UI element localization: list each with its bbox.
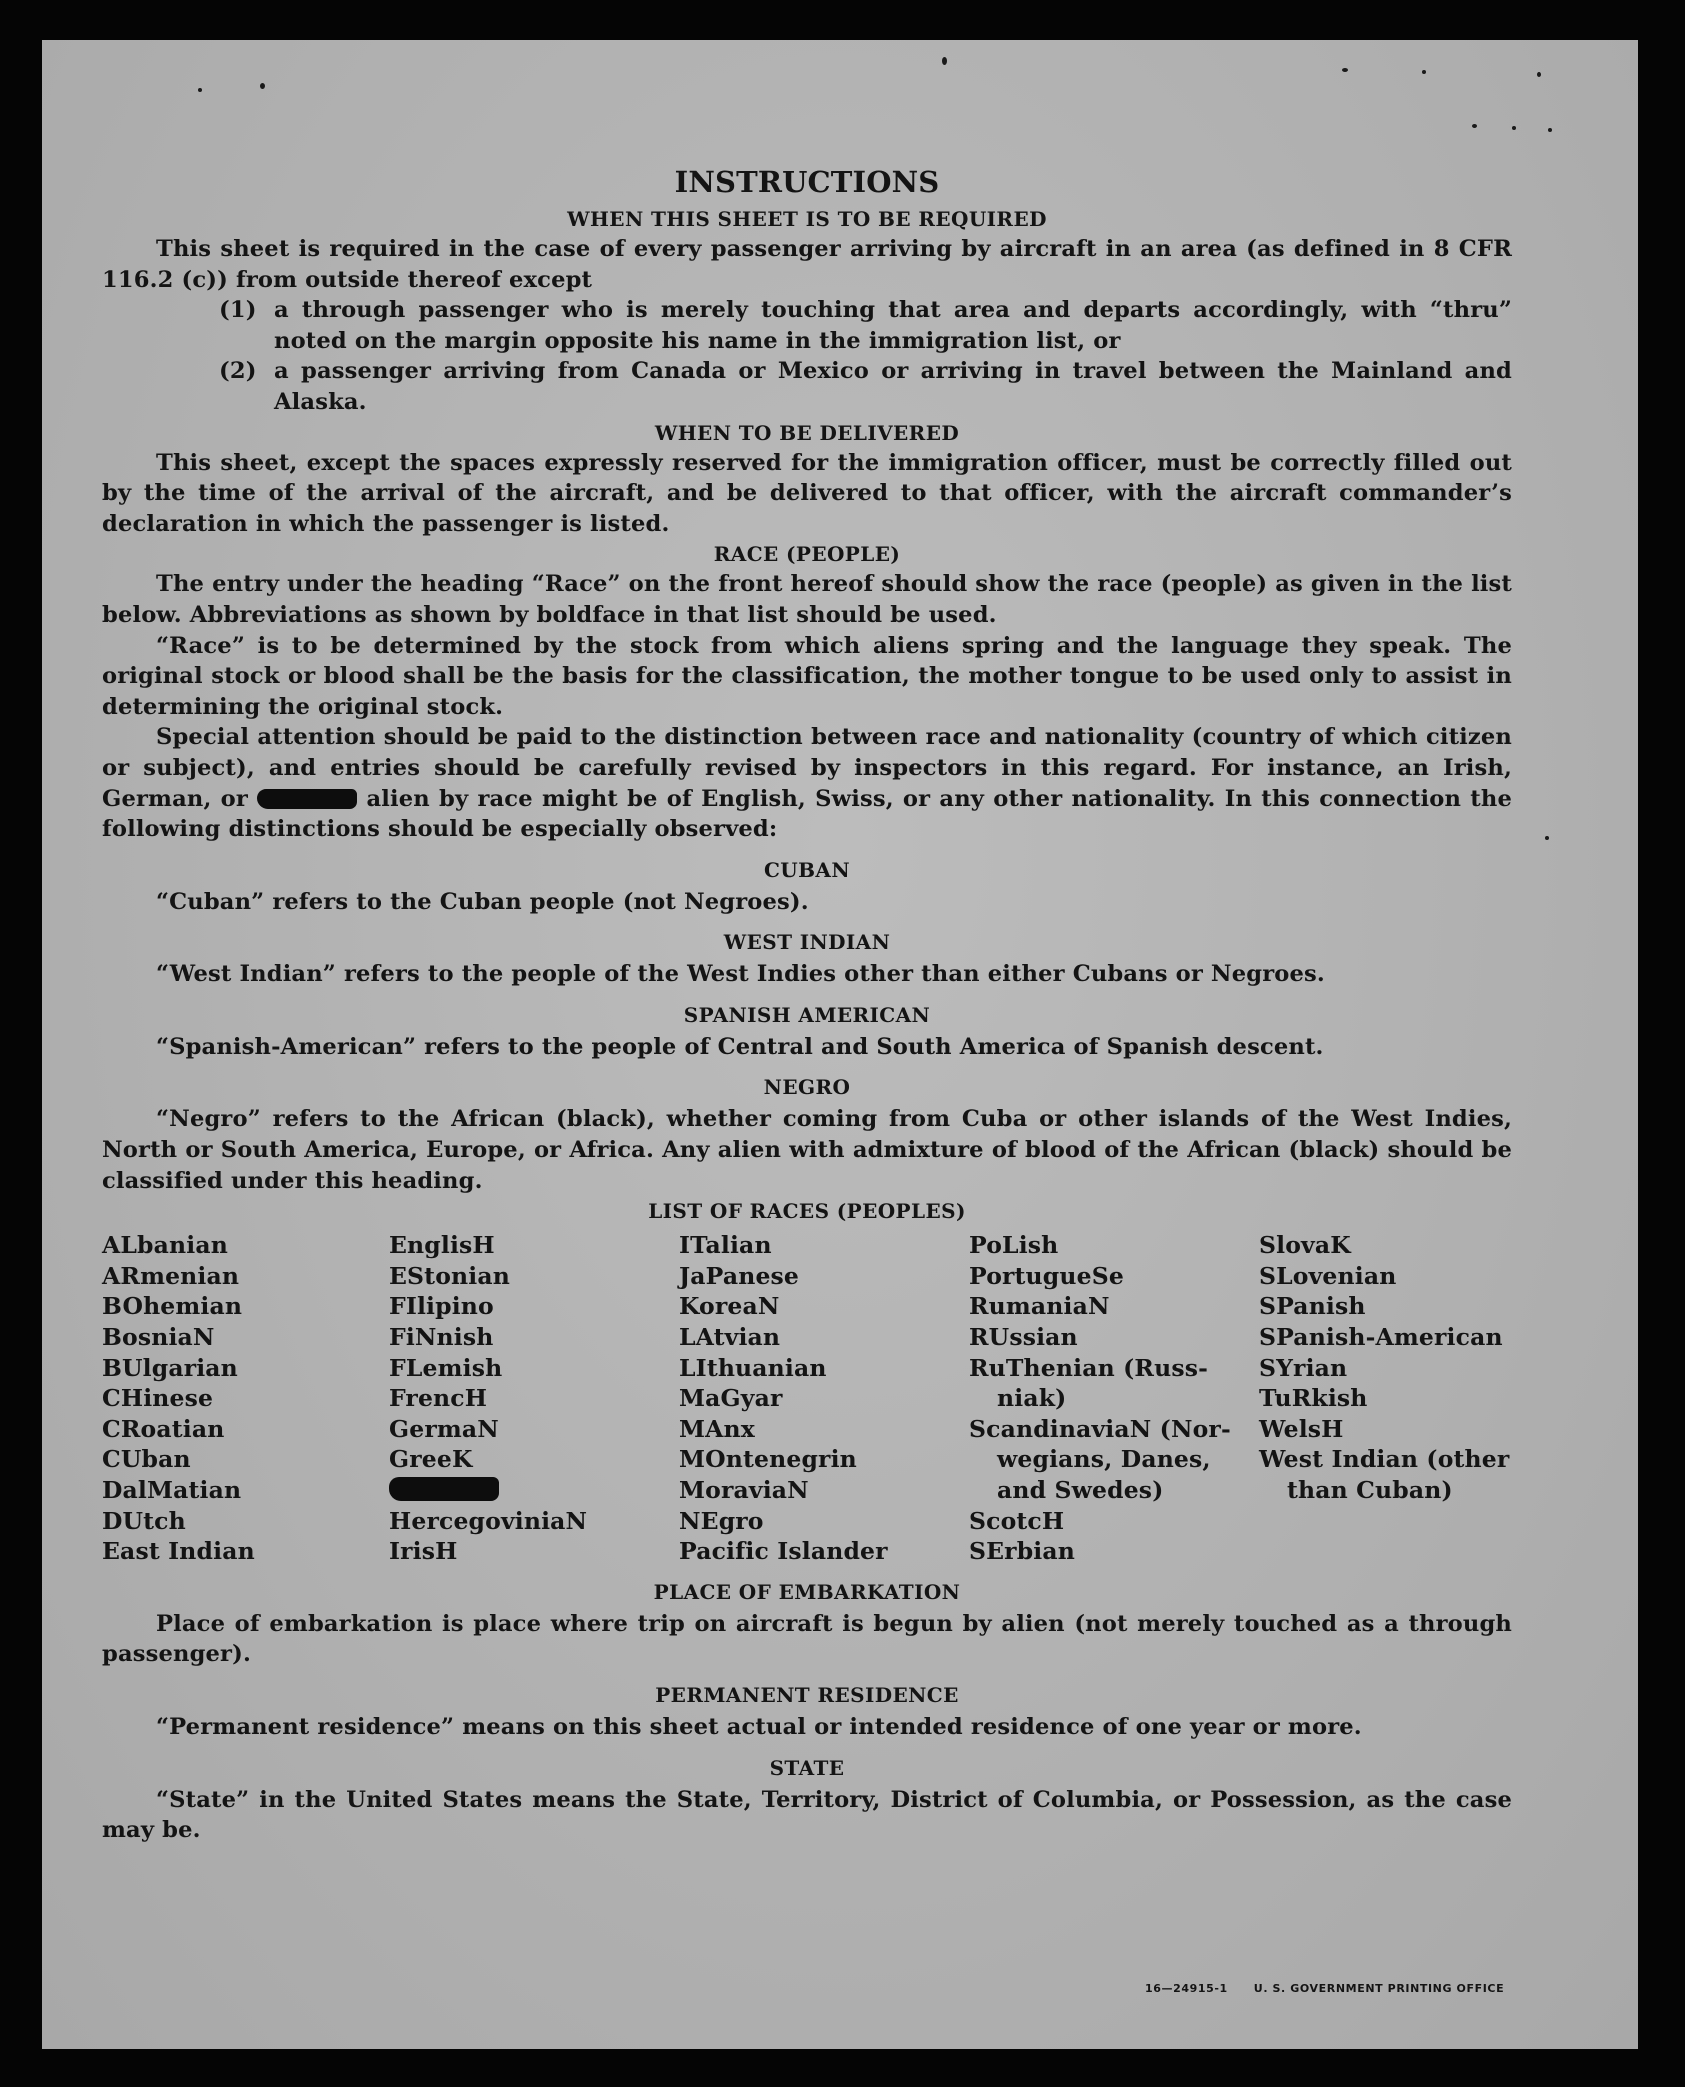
- race-item: MOntenegrin: [679, 1445, 857, 1474]
- document-sheet: [42, 40, 1638, 2049]
- race-item: BosniaN: [102, 1323, 215, 1352]
- races-column-3: [679, 1230, 969, 1567]
- races-column-1: [102, 1230, 389, 1567]
- scan-speck: [1422, 70, 1426, 74]
- item-number: (2): [219, 358, 257, 385]
- scan-speck: [1537, 72, 1541, 77]
- scan-speck: [1548, 128, 1552, 132]
- race-paragraph-3: [102, 722, 1512, 844]
- race-item: DalMatian: [102, 1476, 242, 1504]
- race-item: IrisH: [389, 1537, 458, 1566]
- state-text: “State” in the United States means the State, Territory, District of Columbia, or Possession, as the case may be.: [102, 1786, 1512, 1844]
- heading-delivered: WHEN TO BE DELIVERED: [654, 420, 960, 445]
- scan-speck: [1512, 126, 1516, 130]
- heading-west-indian: WEST INDIAN: [723, 930, 891, 955]
- race-item: EStonian: [389, 1261, 510, 1290]
- scan-speck: [1545, 836, 1549, 840]
- race-item: PortugueSe: [969, 1261, 1124, 1290]
- race-item: JaPanese: [679, 1261, 800, 1290]
- race-item: CRoatian: [102, 1414, 225, 1443]
- redaction-mark: [389, 1477, 499, 1501]
- scan-speck: [942, 57, 947, 65]
- printer-name: U. S. GOVERNMENT PRINTING OFFICE: [1253, 1982, 1505, 1995]
- race-item: MaGyar: [679, 1384, 783, 1413]
- race-item-continuation: wegians, Danes,: [997, 1445, 1211, 1474]
- form-code: 16—24915-1: [1145, 1982, 1228, 1995]
- race-item-continuation: and Swedes): [997, 1476, 1164, 1504]
- race-paragraph-3b: alien by race might be of English, Swiss, or any other nationality. In this connection the following distinctions should be especially observed:: [102, 785, 1512, 843]
- races-list: [102, 1230, 1512, 1567]
- race-item: KoreaN: [679, 1292, 780, 1321]
- scan-speck: [1342, 68, 1348, 72]
- race-item: FIlipino: [389, 1292, 494, 1321]
- race-item: FrencH: [389, 1384, 488, 1413]
- race-item: CUban: [102, 1445, 191, 1474]
- delivered-text: This sheet, except the spaces expressly reserved for the immigration officer, must be correctly filled out by the time of the arrival of the aircraft, and be delivered to that officer, with the aircraft commander’s declaration in which the passenger is listed.: [102, 449, 1512, 537]
- race-item: SLovenian: [1259, 1261, 1397, 1290]
- race-item: RUssian: [969, 1323, 1078, 1352]
- required-text: This sheet is required in the case of every passenger arriving by aircraft in an area (as defined in 8 CFR 116.2 (c)) from outside thereof except: [102, 236, 1512, 293]
- race-item: LIthuanian: [679, 1353, 827, 1382]
- residence-text: “Permanent residence” means on this sheet actual or intended residence of one year or more.: [156, 1713, 1362, 1740]
- west-indian-text: “West Indian” refers to the people of the West Indies other than either Cubans or Negroes.: [156, 961, 1325, 988]
- race-item: DUtch: [102, 1506, 186, 1535]
- race-item: PoLish: [969, 1231, 1059, 1260]
- race-item: SPanish: [1259, 1292, 1366, 1321]
- race-item: WelsH: [1259, 1414, 1344, 1443]
- races-column-5: [1259, 1230, 1512, 1567]
- scan-speck: [260, 83, 265, 89]
- race-paragraph-1: The entry under the heading “Race” on the front hereof should show the race (people) as given in the list below. Abbreviations as shown by boldface in that list should be used.: [102, 571, 1512, 628]
- race-item: BUlgarian: [102, 1353, 238, 1382]
- race-item: MAnx: [679, 1414, 755, 1443]
- race-item: Pacific Islander: [679, 1537, 888, 1566]
- race-item: ScotcH: [969, 1506, 1065, 1535]
- item-text: a through passenger who is merely touching that area and departs accordingly, with “thru” noted on the margin opposite his name in the immigration list, or: [274, 297, 1512, 354]
- races-column-4: [969, 1230, 1259, 1567]
- printer-footer: [1145, 1982, 1504, 1995]
- embarkation-text: Place of embarkation is place where trip on aircraft is begun by alien (not merely touched as a through passenger).: [102, 1610, 1512, 1668]
- page-title: INSTRUCTIONS: [674, 165, 940, 199]
- race-item-redacted: [389, 1475, 679, 1506]
- race-item: RumaniaN: [969, 1292, 1110, 1321]
- race-item: West Indian (other: [1259, 1445, 1510, 1474]
- heading-state: STATE: [769, 1755, 845, 1780]
- race-item-continuation: niak): [997, 1384, 1067, 1413]
- item-text: a passenger arriving from Canada or Mexico or arriving in travel between the Mainland and Alaska.: [274, 358, 1512, 415]
- race-item: SYrian: [1259, 1353, 1348, 1382]
- race-item: FiNnish: [389, 1323, 494, 1352]
- instructions-content: [102, 164, 1512, 1846]
- race-item: SlovaK: [1259, 1231, 1351, 1260]
- race-item: TuRkish: [1259, 1384, 1368, 1413]
- race-item: ALbanian: [102, 1231, 228, 1260]
- race-item-continuation: than Cuban): [1287, 1476, 1453, 1504]
- negro-text: “Negro” refers to the African (black), whether coming from Cuba or other islands of the West Indies, North or South America, Europe, or Africa. Any alien with admixture of blood of the African (black) should be classified under this heading.: [102, 1106, 1512, 1194]
- list-item: [219, 356, 1512, 417]
- heading-negro: NEGRO: [763, 1075, 851, 1100]
- race-item: SErbian: [969, 1537, 1075, 1566]
- scan-speck: [1472, 124, 1477, 128]
- race-item: CHinese: [102, 1384, 214, 1413]
- exception-list: [219, 295, 1512, 417]
- spanish-american-text: “Spanish-American” refers to the people of Central and South America of Spanish descent.: [156, 1033, 1324, 1060]
- list-item: [219, 295, 1512, 356]
- heading-required: WHEN THIS SHEET IS TO BE REQUIRED: [567, 207, 1047, 231]
- race-item: NEgro: [679, 1506, 764, 1535]
- race-item: FLemish: [389, 1353, 503, 1382]
- race-item: ARmenian: [102, 1261, 240, 1290]
- race-paragraph-2: “Race” is to be determined by the stock from which aliens spring and the language they speak. The original stock or blood shall be the basis for the classification, the mother tongue to be used only to assist in determining the original stock.: [102, 632, 1512, 720]
- race-item: RuThenian (Russ-: [969, 1353, 1208, 1382]
- item-number: (1): [219, 297, 257, 324]
- heading-embarkation: PLACE OF EMBARKATION: [653, 1579, 961, 1604]
- heading-race: RACE (PEOPLE): [713, 542, 901, 567]
- race-item: HercegoviniaN: [389, 1506, 588, 1535]
- race-item: ITalian: [679, 1231, 772, 1260]
- race-item: MoraviaN: [679, 1476, 809, 1504]
- race-item: ScandinaviaN (Nor-: [969, 1414, 1231, 1443]
- scan-speck: [198, 88, 202, 92]
- race-paragraph-3a: Special attention should be paid to the distinction between race and nationality (country of which citizen or subject), and entries should be carefully revised by inspectors in this regard. For instance, an Irish, German, or: [102, 724, 1512, 812]
- race-item: GermaN: [389, 1414, 499, 1443]
- heading-cuban: CUBAN: [763, 857, 851, 882]
- races-column-2: [389, 1230, 679, 1567]
- race-item: LAtvian: [679, 1323, 781, 1352]
- heading-spanish-american: SPANISH AMERICAN: [683, 1002, 931, 1027]
- redaction-mark: [257, 789, 357, 809]
- race-item: GreeK: [389, 1445, 473, 1474]
- race-item: BOhemian: [102, 1292, 243, 1321]
- heading-races-list: LIST OF RACES (PEOPLES): [648, 1199, 966, 1224]
- race-item: East Indian: [102, 1537, 255, 1566]
- race-item: SPanish-American: [1259, 1323, 1503, 1352]
- race-item: EnglisH: [389, 1231, 495, 1260]
- heading-residence: PERMANENT RESIDENCE: [655, 1682, 959, 1707]
- cuban-text: “Cuban” refers to the Cuban people (not Negroes).: [156, 888, 809, 915]
